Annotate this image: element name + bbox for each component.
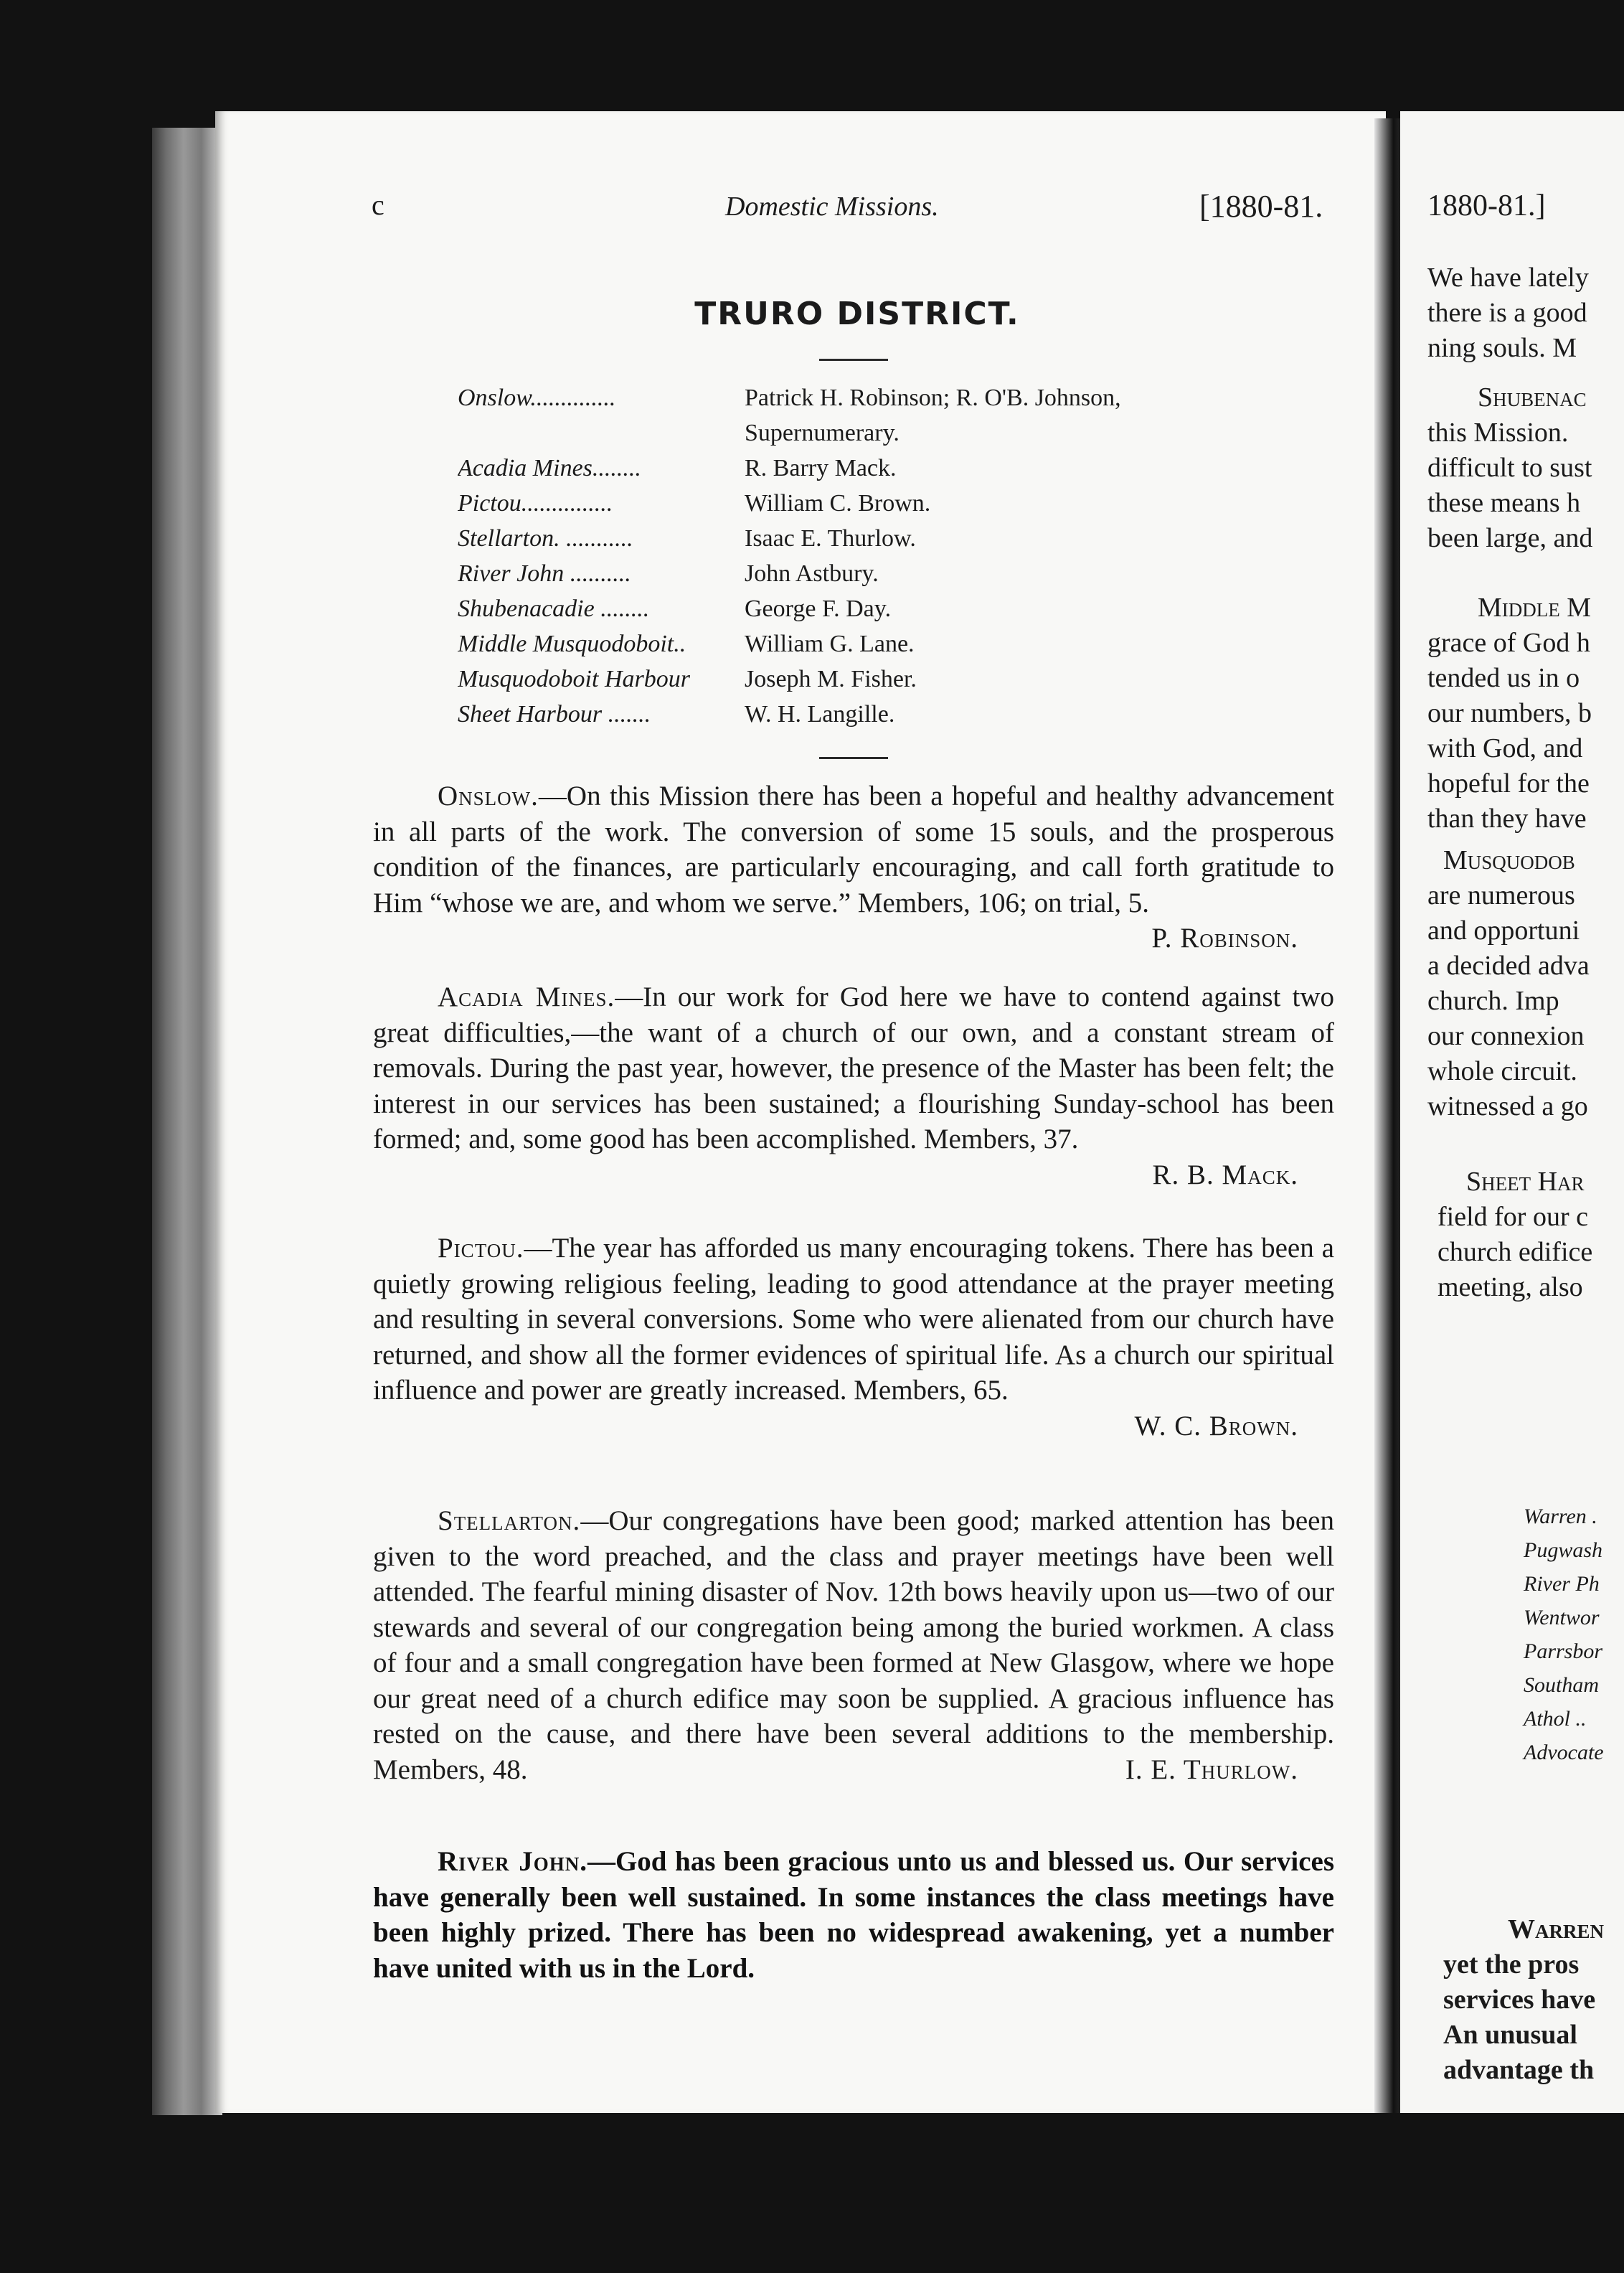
- mission-place: Musquodoboit Harbour: [458, 666, 690, 692]
- right-page-mission: Warren .: [1524, 1505, 1597, 1528]
- right-page-line: been large, and: [1427, 523, 1593, 553]
- page-year: [1880-81.: [1199, 189, 1323, 224]
- right-page-year: 1880-81.]: [1427, 189, 1546, 222]
- mission-place: Acadia Mines........: [458, 455, 641, 481]
- report-acadia-mines: [373, 979, 1334, 1192]
- right-page-line: hopeful for the: [1427, 768, 1590, 799]
- page-folio: c: [372, 189, 384, 221]
- report-signature: P. Robinson.: [1151, 923, 1298, 954]
- mission-minister: William C. Brown.: [745, 490, 931, 517]
- mission-row: [458, 662, 1340, 697]
- mission-place: River John ..........: [458, 560, 631, 587]
- right-page-line: our connexion: [1427, 1021, 1585, 1051]
- report-body: —God has been gracious unto us and blessed us. Our services have generally been well sustained. In some instances the class meetings have been highly prized. There has been no widespread awakening, yet a number have united with us in the Lord.: [373, 1846, 1334, 1984]
- report-heading: Acadia Mines.: [438, 982, 615, 1012]
- right-page-line: there is a good: [1427, 298, 1587, 328]
- right-page-line: with God, and: [1427, 733, 1583, 763]
- right-page-line: advantage th: [1443, 2055, 1595, 2085]
- right-page-line: church edifice: [1437, 1237, 1593, 1267]
- mission-minister: Joseph M. Fisher.: [745, 666, 917, 692]
- right-page-line: field for our c: [1437, 1202, 1588, 1232]
- mission-row: [458, 626, 1340, 662]
- mission-minister: W. H. Langille.: [745, 701, 895, 728]
- right-page-line: our numbers, b: [1427, 698, 1592, 728]
- running-head: Domestic Missions.: [725, 192, 939, 222]
- right-page-line: Shubenac: [1478, 382, 1587, 413]
- report-body: —The year has afforded us many encouraging tokens. There has been a quietly growing religious feeling, leading to good attendance at the prayer meeting and resulting in several conversions. Some who were alienated from our church have returned, and show all the former evidences of spiritual life. As a church our spiritual influence and power are greatly increased. Members, 65.: [373, 1233, 1334, 1406]
- mission-minister: William G. Lane.: [745, 631, 915, 657]
- right-page-mission: River Ph: [1524, 1572, 1600, 1596]
- right-page-line: Musquodob: [1443, 845, 1575, 875]
- right-page-line: services have: [1443, 1985, 1596, 2015]
- right-page-line: a decided adva: [1427, 951, 1590, 981]
- right-page-mission: Wentwor: [1524, 1606, 1600, 1629]
- list-rule: [819, 757, 888, 759]
- report-body: —Our congregations have been good; marked attention has been given to the word preached, and the class and prayer meetings have been well attended. The fearful mining disaster of Nov. 12th bows heavily upon us—two of our stewards and several of our congregation being among the buried workmen. A class of four and a small congregation have been formed at New Glasgow, where we hope our great need of a church edifice may soon be supplied. A gracious influence has rested on the cause, and there have been several additions to the membership. Members, 48.: [373, 1505, 1334, 1785]
- right-page-mission: Parrsbor: [1524, 1639, 1603, 1663]
- title-rule: [819, 359, 888, 361]
- right-page: [1400, 111, 1624, 2113]
- mission-place: Stellarton. ...........: [458, 525, 633, 552]
- right-page-mission: Pugwash: [1524, 1538, 1603, 1562]
- right-page-line: these means h: [1427, 488, 1581, 518]
- right-page-mission: Athol ..: [1524, 1707, 1587, 1731]
- mission-row: [458, 486, 1340, 521]
- mission-place: Middle Musquodoboit..: [458, 631, 686, 657]
- report-signature: I. E. Thurlow.: [1125, 1754, 1298, 1785]
- report-heading: Pictou.: [438, 1233, 524, 1263]
- right-page-line: this Mission.: [1427, 418, 1569, 448]
- report-stellarton: [373, 1503, 1334, 1787]
- mission-row: [458, 521, 1340, 556]
- mission-row: [458, 591, 1340, 626]
- mission-minister: George F. Day.: [745, 596, 892, 622]
- right-page-line: grace of God h: [1427, 628, 1590, 658]
- right-page-line: Warren: [1508, 1914, 1605, 1944]
- mission-minister: R. Barry Mack.: [745, 455, 897, 481]
- right-page-line: An unusual: [1443, 2020, 1577, 2050]
- mission-place: Sheet Harbour .......: [458, 701, 651, 728]
- right-page-line: are numerous: [1427, 880, 1575, 910]
- mission-place: Shubenacadie ........: [458, 596, 650, 622]
- right-page-line: We have lately: [1427, 263, 1589, 293]
- right-page-line: yet the pros: [1443, 1949, 1580, 1980]
- mission-list: [458, 380, 1340, 732]
- right-page-line: whole circuit.: [1427, 1056, 1577, 1086]
- right-page-line: church. Imp: [1427, 986, 1559, 1016]
- mission-row: [458, 380, 1340, 415]
- right-page-mission: Advocate: [1524, 1741, 1604, 1764]
- report-river-john: [373, 1844, 1334, 1986]
- right-page-mission: Southam: [1524, 1673, 1599, 1697]
- right-page-line: meeting, also: [1437, 1272, 1583, 1302]
- mission-row: [458, 556, 1340, 591]
- right-page-line: difficult to sust: [1427, 453, 1592, 483]
- right-page-line: Sheet Har: [1466, 1167, 1585, 1197]
- mission-minister-continuation: Supernumerary.: [745, 420, 900, 446]
- mission-place: Onslow..............: [458, 385, 616, 411]
- right-page-line: tended us in o: [1427, 663, 1580, 693]
- mission-minister: Isaac E. Thurlow.: [745, 525, 916, 552]
- report-heading: Stellarton.: [438, 1505, 581, 1536]
- report-signature: W. C. Brown.: [1134, 1410, 1298, 1441]
- report-heading: River John.: [438, 1846, 587, 1877]
- report-pictou: [373, 1230, 1334, 1444]
- right-page-line: ning souls. M: [1427, 333, 1577, 363]
- book-spine-edge: [152, 128, 222, 2115]
- mission-minister: John Astbury.: [745, 560, 879, 587]
- right-page-line: than they have: [1427, 804, 1587, 834]
- report-heading: Onslow.: [438, 781, 539, 811]
- mission-row: [458, 451, 1340, 486]
- report-body: —In our work for God here we have to contend against two great difficulties,—the want of a church of our own, and a constant stream of removals. During the past year, however, the presence of the Master has been felt; the interest in our services has been sustained; a flourishing Sunday-school has been formed; and, some good has been accomplished. Members, 37.: [373, 982, 1334, 1154]
- report-signature: R. B. Mack.: [1152, 1159, 1298, 1190]
- mission-minister: Patrick H. Robinson; R. O'B. Johnson,: [745, 385, 1121, 411]
- right-page-line: Middle M: [1478, 593, 1592, 623]
- report-onslow: [373, 778, 1334, 956]
- right-page-line: witnessed a go: [1427, 1091, 1588, 1121]
- district-title: TRURO DISTRICT.: [694, 296, 1020, 332]
- report-body: —On this Mission there has been a hopeful and healthy advancement in all parts of the work. The conversion of some 15 souls, and the prosperous condition of the finances, are particularly encouraging, and call forth gratitude to Him “whose we are, and whom we serve.” Members, 106; on trial, 5.: [373, 781, 1334, 918]
- right-page-line: and opportuni: [1427, 916, 1580, 946]
- mission-row: [458, 697, 1340, 732]
- mission-place: Pictou...............: [458, 490, 613, 517]
